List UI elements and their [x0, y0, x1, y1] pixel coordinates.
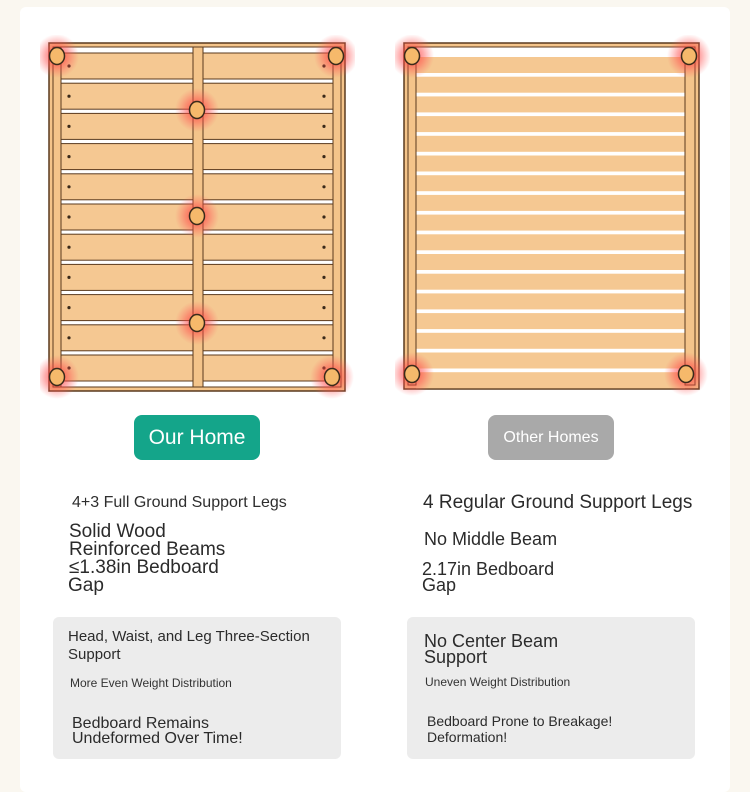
screw-dot [322, 185, 325, 188]
other-homes-bed-frame-illustration [395, 35, 710, 400]
slat [416, 333, 685, 349]
panel-note-line1: Bedboard Prone to Breakage! [427, 713, 613, 729]
other-homes-button[interactable]: Other Homes [488, 415, 614, 460]
screw-dot [322, 276, 325, 279]
panel-subtitle: More Even Weight Distribution [70, 676, 232, 690]
slat [416, 274, 685, 290]
panel-title-line1: Head, Waist, and Leg Three-Section [68, 628, 310, 645]
feature-beam: No Middle Beam [424, 529, 558, 549]
slat [416, 372, 685, 388]
slat [416, 156, 685, 172]
support-leg [679, 366, 694, 383]
panel-subtitle: Uneven Weight Distribution [425, 675, 571, 689]
bed-slats [416, 57, 685, 388]
feature-beams-line2: Reinforced Beams [69, 539, 226, 560]
screw-dot [67, 306, 70, 309]
feature-gap-unit: Gap [68, 575, 104, 596]
screw-dot [67, 215, 70, 218]
feature-gap-unit: Gap [422, 575, 457, 595]
feature-gap: ≤1.38in Bedboard [69, 557, 219, 578]
slat [416, 175, 685, 191]
feature-gap: 2.17in Bedboard [422, 559, 555, 579]
screw-dot [322, 336, 325, 339]
slat [416, 293, 685, 309]
feature-legs: 4+3 Full Ground Support Legs [72, 494, 287, 511]
screw-dot [322, 125, 325, 128]
slat [416, 195, 685, 211]
slat [416, 136, 685, 152]
screw-dot [67, 336, 70, 339]
screw-dot [322, 306, 325, 309]
slat [416, 57, 685, 73]
feature-legs: 4 Regular Ground Support Legs [423, 492, 693, 513]
screw-dot [67, 246, 70, 249]
support-leg [682, 48, 697, 65]
support-leg [190, 102, 205, 119]
screw-dot [67, 125, 70, 128]
panel-title-line2: Support [68, 646, 121, 663]
slat [416, 254, 685, 270]
screw-dot [322, 155, 325, 158]
our-home-bed-frame-illustration [40, 35, 355, 400]
slat [416, 77, 685, 93]
slat [416, 215, 685, 231]
screw-dot [322, 95, 325, 98]
support-leg [190, 315, 205, 332]
panel-note-line2: Deformation! [427, 729, 508, 745]
slat [416, 234, 685, 250]
slat [416, 116, 685, 132]
our-home-button[interactable]: Our Home [134, 415, 260, 460]
support-leg [50, 48, 65, 65]
panel-title-line2: Support [424, 647, 488, 667]
support-leg [50, 369, 65, 386]
slat [416, 96, 685, 112]
slat [416, 353, 685, 369]
screw-dot [322, 215, 325, 218]
panel-title-line1: No Center Beam [424, 631, 559, 651]
slat [416, 313, 685, 329]
panel-note-line2: Undeformed Over Time! [72, 730, 243, 747]
panel-note-line1: Bedboard Remains [72, 715, 209, 732]
screw-dot [322, 246, 325, 249]
screw-dot [67, 276, 70, 279]
support-leg [329, 48, 344, 65]
screw-dot [67, 155, 70, 158]
screw-dot [67, 185, 70, 188]
support-leg [405, 366, 420, 383]
feature-beams-line1: Solid Wood [69, 521, 166, 542]
support-leg [405, 48, 420, 65]
screw-dot [67, 95, 70, 98]
support-leg [190, 208, 205, 225]
support-leg [325, 369, 340, 386]
